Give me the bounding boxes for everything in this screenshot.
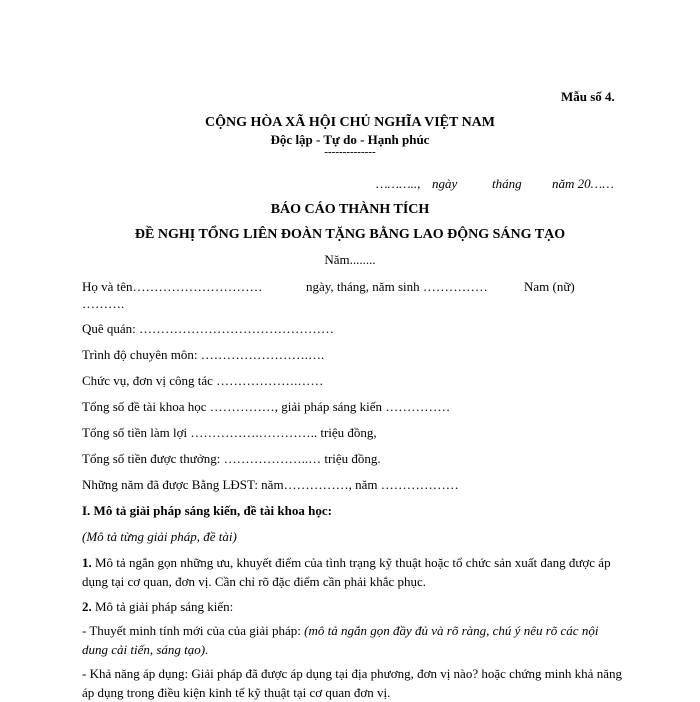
report-subtitle: ĐỀ NGHỊ TỔNG LIÊN ĐOÀN TẶNG BẰNG LAO ĐỘNG SÁNG TẠO	[134, 227, 566, 242]
date-month: tháng	[492, 176, 522, 191]
country-header: CỘNG HÒA XÃ HỘI CHỦ NGHĨA VIỆT NAM	[204, 115, 495, 130]
year-line: Năm........	[324, 252, 376, 267]
field-reward: Tổng số tiền được thưởng: ………………..… triệu đồng.	[82, 451, 381, 466]
form-number: Mẫu số 4.	[561, 89, 615, 104]
bullet1-lead: - Thuyết minh tính mới của của giải pháp:	[82, 623, 301, 638]
field-gender-blank: ……….	[82, 296, 125, 311]
field-ldst-years: Những năm đã được Bằng LĐST: năm……………, năm ………………	[82, 477, 459, 492]
date-place-blank: ………..,	[376, 176, 421, 191]
item2-text: Mô tả giải pháp sáng kiến:	[95, 599, 234, 614]
field-position: Chức vụ, đơn vị công tác ……………….……	[82, 373, 324, 388]
field-hometown: Quê quán: ………………………………………	[82, 321, 335, 336]
section1-item2	[82, 597, 622, 616]
date-year: năm 20……	[552, 176, 614, 191]
field-education: Trình độ chuyên môn: …………………….….	[82, 347, 325, 362]
item2-number: 2.	[82, 599, 92, 614]
motto: Độc lập - Tự do - Hạnh phúc	[270, 132, 430, 147]
report-title: BÁO CÁO THÀNH TÍCH	[270, 202, 430, 217]
header-separator: --------------	[324, 146, 376, 158]
field-profit: Tổng số tiền làm lợi …………….………….. triệu đồng,	[82, 425, 377, 440]
field-gender: Nam (nữ)	[524, 279, 575, 294]
field-projects: Tổng số đề tài khoa học ……………, giải pháp sáng kiến ……………	[82, 399, 451, 414]
field-name: Họ và tên…………………………	[82, 279, 263, 294]
date-day: ngày	[432, 176, 458, 191]
section1-item1	[82, 553, 622, 591]
section1-bullet2: - Khả năng áp dụng: Giải pháp đã được áp dụng tại địa phương, đơn vị nào? hoặc chứng minh khả năng áp dụng trong điều kiện kinh tế kỹ thuật tại cơ quan đơn vị.	[82, 666, 622, 700]
section1-heading: I. Mô tả giải pháp sáng kiến, đề tài khoa học:	[82, 503, 332, 518]
section1-bullet1	[82, 621, 622, 659]
section1-note: (Mô tả từng giải pháp, đề tài)	[82, 529, 237, 544]
item1-text: Mô tả ngắn gọn những ưu, khuyết điểm của tình trạng kỹ thuật hoặc tổ chức sản xuất đang được áp dụng tại cơ quan, đơn vị. Cần chỉ rõ đặc điểm cần phải khắc phục.	[82, 555, 611, 589]
bullet1-italic: (mô tả ngắn gọn đầy đủ và rõ ràng, chú ý nêu rõ các nội dung cải tiến, sáng tạo).	[82, 623, 599, 657]
item1-number: 1.	[82, 555, 92, 570]
field-dob: ngày, tháng, năm sinh ……………	[306, 279, 488, 294]
